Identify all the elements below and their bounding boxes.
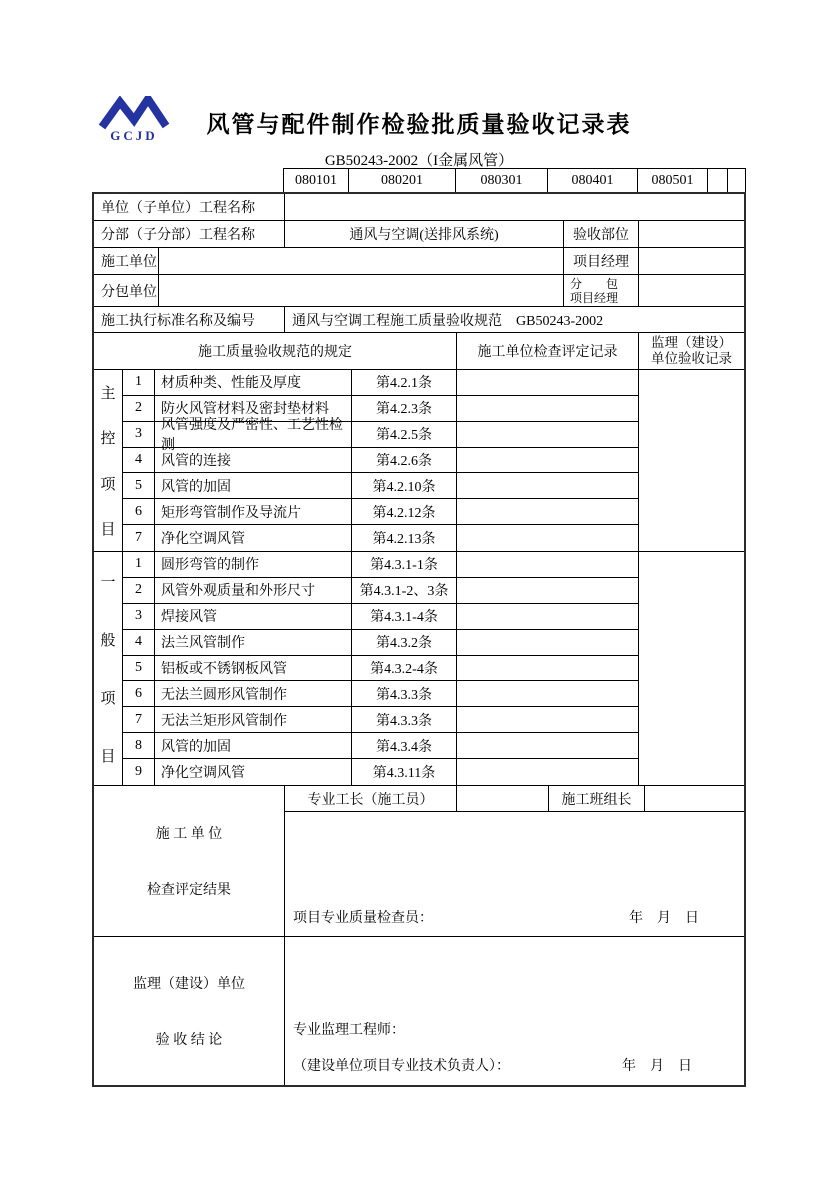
table-row bbox=[123, 656, 638, 682]
team-leader-value-cell bbox=[645, 786, 744, 811]
item-name: 风管强度及严密性、工艺性检测 bbox=[155, 422, 352, 447]
item-clause: 第4.3.2条 bbox=[352, 630, 457, 655]
item-number: 1 bbox=[123, 370, 155, 395]
column-header-row bbox=[94, 333, 744, 370]
item-name: 铝板或不锈钢板风管 bbox=[155, 656, 352, 681]
construction-unit-label: 施工单位 bbox=[94, 248, 159, 274]
supervisor-label-line1: 监理（建设）单位 bbox=[133, 977, 245, 992]
table-row bbox=[123, 578, 638, 604]
item-check-record-cell bbox=[457, 604, 638, 629]
main-control-section-label bbox=[94, 370, 123, 551]
table-row bbox=[123, 499, 638, 525]
section-label-char: 目 bbox=[100, 749, 116, 766]
section-label-char: 一 bbox=[100, 574, 116, 591]
contractor-block-label bbox=[94, 786, 285, 936]
section-label-char: 项 bbox=[100, 691, 116, 708]
code-row bbox=[283, 168, 746, 192]
table-row bbox=[123, 630, 638, 656]
owner-representative-line bbox=[285, 1055, 744, 1085]
item-check-record-cell bbox=[457, 759, 638, 785]
item-check-record-cell bbox=[457, 370, 638, 395]
standard-label: 施工执行标准名称及编号 bbox=[94, 307, 285, 332]
main-control-rows bbox=[123, 370, 639, 551]
team-leader-label: 施工班组长 bbox=[549, 786, 645, 811]
project-manager-label: 项目经理 bbox=[564, 248, 639, 274]
item-number: 7 bbox=[123, 525, 155, 551]
standard-row bbox=[94, 307, 744, 333]
item-check-record-cell bbox=[457, 525, 638, 551]
general-rows bbox=[123, 552, 639, 785]
item-number: 7 bbox=[123, 707, 155, 732]
general-section-label bbox=[94, 552, 123, 785]
item-number: 6 bbox=[123, 499, 155, 524]
code-cell: 080201 bbox=[348, 168, 455, 192]
acceptance-part-label: 验收部位 bbox=[564, 221, 639, 247]
general-supervisor-cell bbox=[639, 552, 744, 785]
contractor-label-line1: 施 工 单 位 bbox=[155, 826, 223, 842]
item-number: 5 bbox=[123, 656, 155, 681]
subdivision-value-cell: 通风与空调(送排风系统) bbox=[285, 221, 564, 247]
section-label-char: 项 bbox=[100, 476, 116, 493]
code-cell: 080401 bbox=[547, 168, 637, 192]
item-clause: 第4.3.1-1条 bbox=[352, 552, 457, 577]
item-number: 2 bbox=[123, 396, 155, 421]
main-control-supervisor-cell bbox=[639, 370, 744, 551]
item-check-record-cell bbox=[457, 499, 638, 524]
code-cell: 080101 bbox=[283, 168, 348, 192]
subcontractor-row bbox=[94, 275, 744, 307]
table-row bbox=[123, 733, 638, 759]
main-control-section bbox=[94, 370, 744, 552]
item-check-record-cell bbox=[457, 396, 638, 421]
section-label-char: 般 bbox=[100, 632, 116, 649]
item-name: 风管外观质量和外形尺寸 bbox=[155, 578, 352, 603]
sub-project-manager-label bbox=[564, 275, 639, 306]
unit-project-row bbox=[94, 194, 744, 221]
foreman-value-cell bbox=[457, 786, 549, 811]
sub-project-manager-value-cell bbox=[639, 275, 744, 306]
item-check-record-cell bbox=[457, 422, 638, 447]
logo-text: GCJD bbox=[110, 128, 158, 143]
supervisor-record-header-line1: 监理（建设） bbox=[651, 335, 732, 350]
subcontractor-value-cell bbox=[159, 275, 564, 306]
standard-value-cell: 通风与空调工程施工质量验收规范 GB50243-2002 bbox=[292, 313, 604, 329]
supervisor-label-line2: 验 收 结 论 bbox=[155, 1033, 223, 1048]
item-number: 2 bbox=[123, 578, 155, 603]
inspector-signature-line bbox=[285, 907, 744, 936]
item-clause: 第4.2.12条 bbox=[352, 499, 457, 524]
item-clause: 第4.3.3条 bbox=[352, 707, 457, 732]
item-name: 净化空调风管 bbox=[155, 525, 352, 551]
item-number: 9 bbox=[123, 759, 155, 785]
item-clause: 第4.3.3条 bbox=[352, 681, 457, 706]
item-name: 材质种类、性能及厚度 bbox=[155, 370, 352, 395]
supervisor-engineer-line bbox=[285, 1019, 744, 1055]
item-name: 净化空调风管 bbox=[155, 759, 352, 785]
code-cell-empty bbox=[727, 168, 745, 192]
item-clause: 第4.3.2-4条 bbox=[352, 656, 457, 681]
supervisor-engineer-label: 专业监理工程师： bbox=[293, 1023, 405, 1038]
supervisor-block-content bbox=[285, 937, 744, 1085]
acceptance-part-value-cell bbox=[639, 221, 744, 247]
item-clause: 第4.2.10条 bbox=[352, 473, 457, 498]
item-clause: 第4.3.1-2、3条 bbox=[352, 578, 457, 603]
code-cell: 080501 bbox=[637, 168, 707, 192]
item-number: 6 bbox=[123, 681, 155, 706]
table-row bbox=[123, 759, 638, 785]
supervisor-signature-space bbox=[285, 937, 744, 1019]
item-clause: 第4.3.1-4条 bbox=[352, 604, 457, 629]
table-row bbox=[123, 473, 638, 499]
table-row bbox=[123, 552, 638, 578]
table-row bbox=[123, 525, 638, 551]
item-check-record-cell bbox=[457, 552, 638, 577]
sub-pm-label-line2: 项目经理 bbox=[570, 290, 619, 305]
sub-pm-label-line1: 分 包 bbox=[570, 276, 619, 291]
item-number: 1 bbox=[123, 552, 155, 577]
item-check-record-cell bbox=[457, 473, 638, 498]
table-body bbox=[92, 192, 746, 1087]
item-name: 防火风管材料及密封垫材料 bbox=[155, 396, 352, 421]
item-clause: 第4.3.11条 bbox=[352, 759, 457, 785]
item-name: 无法兰矩形风管制作 bbox=[155, 707, 352, 732]
item-name: 焊接风管 bbox=[155, 604, 352, 629]
contractor-label-line2: 检查评定结果 bbox=[147, 883, 231, 899]
item-check-record-cell bbox=[457, 656, 638, 681]
item-check-record-cell bbox=[457, 681, 638, 706]
contractor-block-content bbox=[285, 786, 744, 936]
code-cell: 080301 bbox=[455, 168, 547, 192]
unit-project-label: 单位（子单位）工程名称 bbox=[94, 194, 285, 220]
item-number: 3 bbox=[123, 604, 155, 629]
table-row bbox=[123, 448, 638, 474]
acceptance-record-table bbox=[92, 168, 746, 1087]
item-clause: 第4.2.1条 bbox=[352, 370, 457, 395]
contractor-record-header: 施工单位检查评定记录 bbox=[457, 333, 639, 369]
item-name: 法兰风管制作 bbox=[155, 630, 352, 655]
item-clause: 第4.2.3条 bbox=[352, 396, 457, 421]
table-row bbox=[123, 604, 638, 630]
item-check-record-cell bbox=[457, 707, 638, 732]
item-name: 圆形弯管的制作 bbox=[155, 552, 352, 577]
item-name: 风管的加固 bbox=[155, 473, 352, 498]
item-check-record-cell bbox=[457, 630, 638, 655]
unit-project-value-cell bbox=[285, 194, 744, 220]
item-number: 4 bbox=[123, 630, 155, 655]
item-check-record-cell bbox=[457, 448, 638, 473]
spec-provision-header: 施工质量验收规范的规定 bbox=[94, 333, 457, 369]
item-clause: 第4.2.6条 bbox=[352, 448, 457, 473]
contractor-signature-space bbox=[285, 812, 744, 907]
item-name: 矩形弯管制作及导流片 bbox=[155, 499, 352, 524]
supervisor-record-header bbox=[639, 333, 744, 369]
table-row bbox=[123, 707, 638, 733]
contractor-date-text: 年 月 日 bbox=[629, 911, 699, 926]
inspector-label: 项目专业质量检查员： bbox=[293, 911, 433, 926]
table-row bbox=[123, 418, 638, 454]
owner-representative-label: （建设单位项目专业技术负责人）： bbox=[293, 1059, 510, 1074]
item-number: 3 bbox=[123, 422, 155, 447]
subdivision-row bbox=[94, 221, 744, 248]
item-name: 无法兰圆形风管制作 bbox=[155, 681, 352, 706]
item-number: 5 bbox=[123, 473, 155, 498]
subdivision-label: 分部（子分部）工程名称 bbox=[94, 221, 285, 247]
section-label-char: 主 bbox=[100, 386, 116, 403]
supervisor-record-header-line2: 单位验收记录 bbox=[651, 351, 732, 366]
general-items-section bbox=[94, 552, 744, 786]
section-label-char: 控 bbox=[100, 431, 116, 448]
page-title: 风管与配件制作检验批质量验收记录表 bbox=[206, 111, 632, 137]
item-clause: 第4.2.5条 bbox=[352, 422, 457, 447]
table-row bbox=[123, 681, 638, 707]
code-cell-empty bbox=[707, 168, 727, 192]
table-row bbox=[123, 370, 638, 396]
item-number: 8 bbox=[123, 733, 155, 758]
item-check-record-cell bbox=[457, 733, 638, 758]
item-check-record-cell bbox=[457, 578, 638, 603]
item-number: 4 bbox=[123, 448, 155, 473]
construction-unit-row bbox=[94, 248, 744, 275]
project-manager-value-cell bbox=[639, 248, 744, 274]
item-clause: 第4.2.13条 bbox=[352, 525, 457, 551]
foreman-row bbox=[285, 786, 744, 812]
subcontractor-label: 分包单位 bbox=[94, 275, 159, 306]
supervisor-block-label bbox=[94, 937, 285, 1085]
contractor-evaluation-block bbox=[94, 786, 744, 937]
item-clause: 第4.3.4条 bbox=[352, 733, 457, 758]
item-name: 风管的加固 bbox=[155, 733, 352, 758]
item-name: 风管的连接 bbox=[155, 448, 352, 473]
foreman-label: 专业工长（施工员） bbox=[285, 786, 457, 811]
construction-unit-value-cell bbox=[159, 248, 564, 274]
supervisor-date-text: 年 月 日 bbox=[622, 1059, 692, 1074]
section-label-char: 目 bbox=[100, 521, 116, 538]
supervisor-conclusion-block bbox=[94, 937, 744, 1085]
page-subtitle: GB50243-2002（I金属风管） bbox=[324, 153, 514, 169]
